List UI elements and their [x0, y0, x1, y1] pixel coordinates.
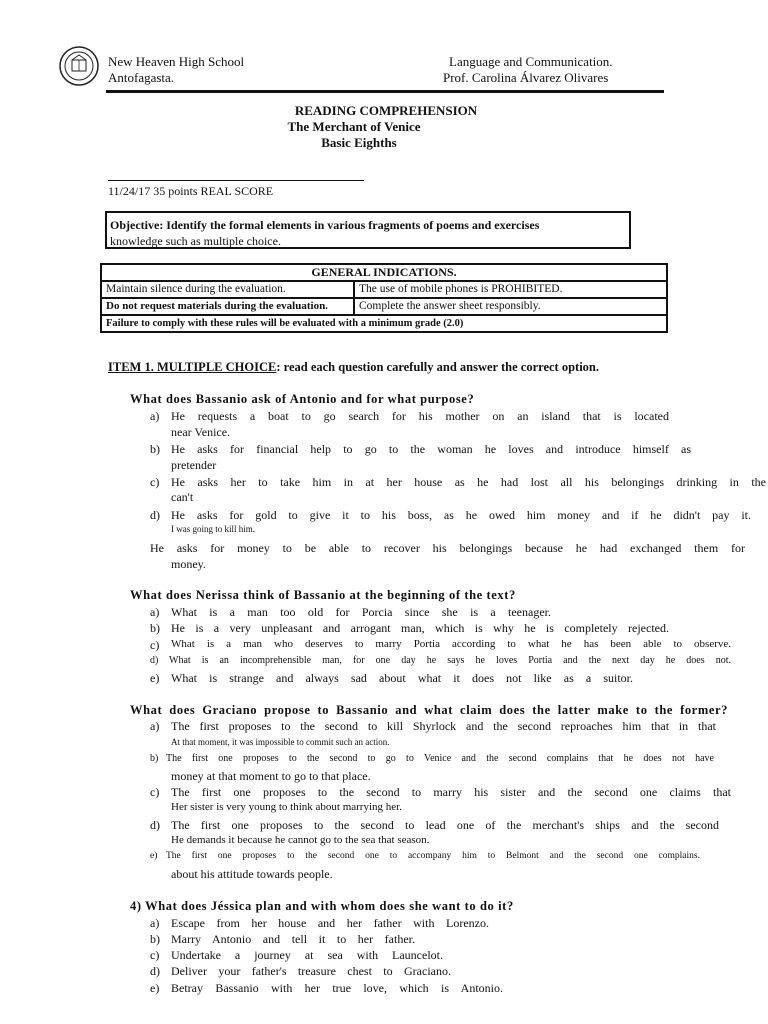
q3-option-a-cont: At that moment, it was impossible to commit such an action. — [171, 737, 390, 747]
q1-option-c-cont: can't — [171, 490, 194, 504]
option-label: c) — [150, 948, 160, 962]
course-level: Basic Eighths — [321, 135, 397, 150]
indication-materials: Do not request materials during the evaluation. — [101, 298, 354, 315]
q3-option-a: The first proposes to the second to kill Shyrlock and the second reproaches him that in that — [171, 719, 716, 733]
subject-name: Language and Communication. — [449, 54, 613, 69]
q2-option-e: What is strange and always sad about what it does not like as a suitor. — [171, 671, 633, 685]
q1-option-e-cont: money. — [171, 557, 206, 571]
question-4: 4) What does Jéssica plan and with whom does she want to do it? — [130, 899, 514, 913]
q3-option-d: The first one proposes to the second to lead one of the merchant's ships and the second — [171, 818, 719, 832]
q3-option-b-cont: money at that moment to go to that place. — [171, 769, 371, 783]
option-label: a) — [150, 605, 160, 619]
option-label: c) — [150, 475, 160, 489]
option-label: d) — [150, 818, 160, 832]
q2-option-d: What is an incomprehensible man, for one day he says he loves Portia and the next day he does not. — [169, 655, 731, 666]
q1-option-b: He asks for financial help to go to the woman he loves and introduce himself as — [171, 442, 691, 456]
score-line: 11/24/17 35 points REAL SCORE — [108, 184, 274, 198]
item-instruction: : read each question carefully and answer the correct option. — [276, 360, 599, 374]
q1-option-b-cont: pretender — [171, 458, 217, 472]
indication-phones: The use of mobile phones is PROHIBITED. — [354, 281, 667, 298]
option-label: e) — [150, 671, 160, 685]
item-heading — [108, 360, 599, 375]
question-3: What does Graciano propose to Bassanio and what claim does the latter make to the former? — [130, 703, 728, 717]
q3-option-d-cont: He demands it because he cannot go to the sea that season. — [171, 834, 430, 846]
indication-silence: Maintain silence during the evaluation. — [101, 281, 354, 298]
option-label: d) — [150, 964, 160, 978]
school-city: Antofagasta. — [108, 70, 175, 85]
option-label: b) — [150, 621, 160, 635]
option-label: c) — [150, 638, 160, 652]
q4-option-a: Escape from her house and her father with Lorenzo. — [171, 916, 489, 930]
question-1: What does Bassanio ask of Antonio and for what purpose? — [130, 392, 475, 406]
objective-box — [105, 211, 631, 249]
q1-option-d: He asks for gold to give it to his boss, as he owed him money and if he didn't pay it. — [171, 508, 751, 522]
option-label: e) — [150, 981, 160, 995]
teacher-name: Prof. Carolina Álvarez Olivares — [443, 70, 609, 85]
q1-option-c: He asks her to take him in at her house as he had lost all his belongings drinking in the — [171, 475, 766, 489]
q1-option-e: He asks for money to be able to recover his belongings because he had exchanged them for — [150, 541, 745, 555]
q3-option-c: The first one proposes to the second to marry his sister and the second one claims that — [171, 785, 731, 799]
objective-line-2: knowledge such as multiple choice. — [110, 234, 281, 248]
work-title: The Merchant of Venice — [287, 119, 421, 134]
option-label: d) — [150, 655, 159, 666]
q3-option-e: The first one proposes to the second one to accompany him to Belmont and the second one complains. — [166, 851, 700, 861]
q3-option-c-cont: Her sister is very young to think about marrying her. — [171, 801, 402, 813]
q4-option-d: Deliver your father's treasure chest to Graciano. — [171, 964, 451, 978]
option-label: b) — [150, 442, 160, 456]
option-label: b) — [150, 932, 160, 946]
q4-option-c: Undertake a journey at sea with Launcelot. — [171, 948, 443, 962]
page-title: READING COMPREHENSION — [294, 103, 478, 118]
option-label: d) — [150, 508, 160, 522]
indication-penalty: Failure to comply with these rules will be evaluated with a minimum grade (2.0) — [101, 315, 667, 332]
indications-heading: GENERAL INDICATIONS. — [101, 264, 667, 281]
option-label: b) — [150, 753, 159, 764]
indication-answer-sheet: Complete the answer sheet responsibly. — [354, 298, 667, 315]
q4-option-b: Marry Antonio and tell it to her father. — [171, 932, 415, 946]
general-indications-table — [100, 263, 668, 333]
q4-option-e: Betray Bassanio with her true love, which is Antonio. — [171, 981, 503, 995]
q1-option-a: He requests a boat to go search for his mother on an island that is located — [171, 409, 669, 423]
school-seal-logo — [59, 46, 99, 86]
item-title: ITEM 1. MULTIPLE CHOICE — [108, 360, 277, 374]
q3-option-b: The first one proposes to the second to go to Venice and the second complains that he does not have — [166, 753, 714, 764]
q2-option-b: He is a very unpleasant and arrogant man, which is why he is completely rejected. — [171, 621, 669, 635]
name-underline — [108, 180, 364, 181]
option-label: a) — [150, 719, 160, 733]
option-label: a) — [150, 409, 160, 423]
q1-option-a-cont: near Venice. — [171, 425, 231, 439]
header-divider — [106, 90, 664, 93]
option-label: a) — [150, 916, 160, 930]
q2-option-c: What is a man who deserves to marry Portia according to what he has been able to observe. — [171, 638, 731, 650]
question-2: What does Nerissa think of Bassanio at the beginning of the text? — [130, 588, 516, 602]
option-label: c) — [150, 785, 160, 799]
q2-option-a: What is a man too old for Porcia since she is a teenager. — [171, 605, 551, 619]
q1-option-d-cont: I was going to kill him. — [171, 524, 255, 534]
q3-option-e-cont: about his attitude towards people. — [171, 867, 333, 881]
objective-line-1: Objective: Identify the formal elements in various fragments of poems and exercises — [110, 218, 540, 232]
option-label: e) — [150, 851, 158, 861]
school-name: New Heaven High School — [108, 54, 245, 69]
